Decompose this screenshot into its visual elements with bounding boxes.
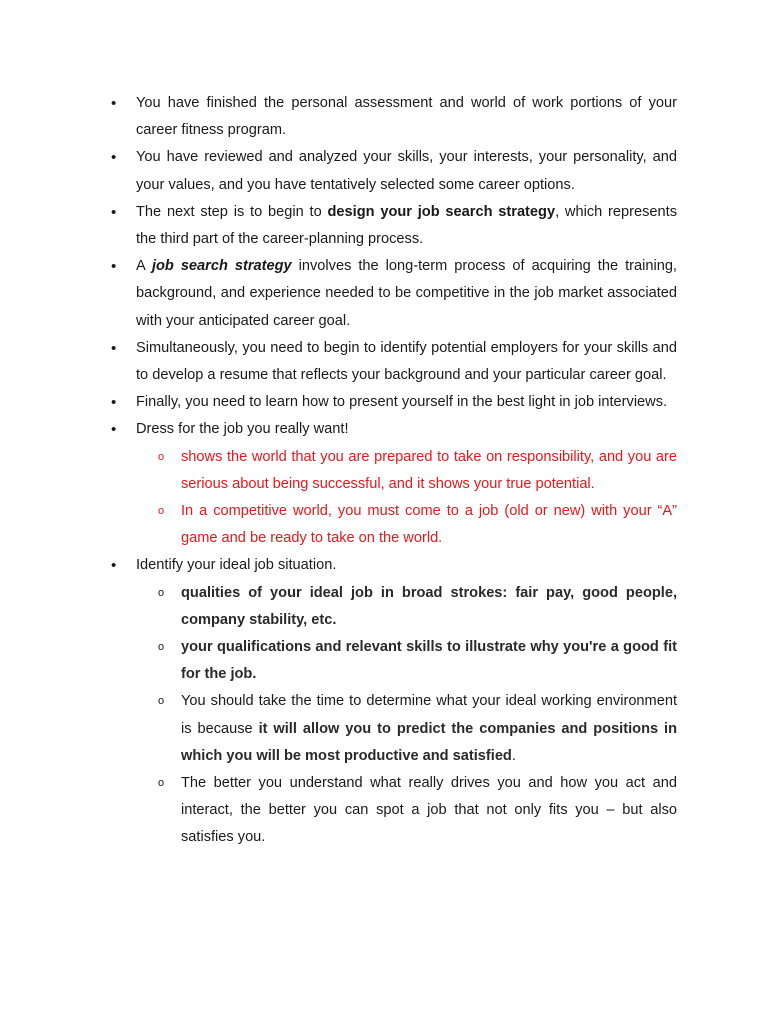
sub-list-item-text: your qualifications and relevant skills to illustrate why you're a good fit for the job. (181, 639, 677, 683)
list-item (108, 253, 677, 335)
list-item-text: Finally, you need to learn how to present yourself in the best light in job interviews. (136, 394, 668, 411)
circle-bullet-icon: o (158, 777, 165, 790)
list-item (108, 416, 677, 552)
sub-list (136, 444, 677, 553)
list-item-text: You have finished the personal assessment and world of work portions of your career fitness program. (136, 95, 677, 139)
emphasis-predict: it will allow you to predict the companies and positions in which you will be most productive and satisfied (181, 720, 677, 764)
circle-bullet-icon: o (158, 505, 165, 518)
sub-list-item-text: In a competitive world, you must come to a job (old or new) with your “A” game and be ready to take on the world. (181, 503, 677, 547)
circle-bullet-icon: o (158, 695, 165, 708)
list-item-text-post: , which represents the third part of the career-planning process. (136, 203, 677, 248)
list-item (108, 389, 677, 416)
sub-list-item (108, 444, 677, 498)
sub-list-item-text: qualities of your ideal job in broad strokes: fair pay, good people, company stability, etc. (181, 584, 677, 628)
circle-bullet-icon: o (158, 450, 165, 463)
bullet-icon: • (111, 203, 117, 221)
list-item-text: Dress for the job you really want! (136, 421, 349, 438)
sub-list-item (108, 580, 677, 634)
sub-list (136, 580, 677, 852)
bullet-icon: • (111, 95, 117, 112)
sub-list-item (108, 688, 677, 770)
circle-bullet-icon: o (158, 641, 165, 654)
emphasis-strategy: design your job search strategy (327, 203, 556, 220)
list-item (108, 335, 677, 389)
sub-list-item (108, 498, 677, 552)
list-item-text: You have reviewed and analyzed your skills, your interests, your personality, and your values, and you have tentatively selected some career options. (136, 149, 677, 193)
emphasis-term: job search strategy (151, 258, 292, 275)
list-item-text: Simultaneously, you need to begin to identify potential employers for your skills and to develop a resume that reflects your background and your particular career goal. (136, 339, 677, 384)
list-item (108, 90, 677, 144)
list-item-text-post: involves the long-term process of acquiring the training, background, and experience needed to be competitive in the job market associated with your anticipated career goal. (136, 258, 677, 329)
bullet-icon: • (111, 258, 117, 276)
circle-bullet-icon: o (158, 586, 165, 599)
bullet-icon: • (111, 421, 117, 439)
sub-list-item-text: shows the world that you are prepared to take on responsibility, and you are serious about being successful, and it shows your true potential. (181, 448, 677, 492)
list-item (108, 144, 677, 198)
list-item (108, 552, 677, 851)
sub-list-item (108, 634, 677, 688)
list-item-text: Identify your ideal job situation. (136, 557, 337, 574)
sub-list-item (108, 770, 677, 852)
bullet-icon: • (111, 557, 117, 575)
list-item (108, 199, 677, 253)
bullet-list (108, 90, 677, 852)
bullet-icon: • (111, 339, 117, 357)
sub-list-item-text-post: . (511, 747, 516, 764)
list-item-text-pre: A (136, 258, 152, 275)
bullet-icon: • (111, 149, 117, 167)
bullet-icon: • (111, 394, 117, 412)
list-item-text-pre: The next step is to begin to (136, 203, 328, 220)
sub-list-item-text: The better you understand what really drives you and how you act and interact, the better you can spot a job that not only fits you – but also satisfies you. (181, 775, 677, 846)
sub-list-item-text-pre: You should take the time to determine what your ideal working environment is because (181, 693, 677, 737)
